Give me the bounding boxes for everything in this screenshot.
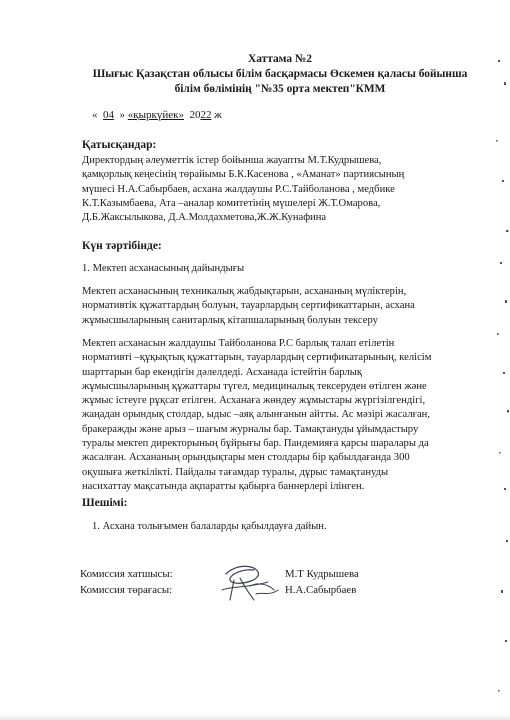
- report-line: Мектеп асханасын жалдаушы Тайболанова Р.С барлық талап етілетін: [82, 338, 395, 349]
- decision-text: 1. Асхана толығымен балаларды қабылдауға дайын.: [92, 521, 327, 532]
- report-line: жасалған. Асхананың орындықтары мен столдары бір қабылдағанда 300: [82, 452, 410, 464]
- chair-name: Н.А.Сабырбаев: [285, 584, 357, 596]
- secretary-name: М.Т Кудрышева: [285, 568, 359, 580]
- date-year-suffix: 22: [200, 109, 212, 121]
- decision-item: [92, 520, 508, 534]
- report-line: шарттарын бар екендігін дәлелдеді. Асханада істейтін барлық: [82, 366, 362, 378]
- agenda-detail-line: нормативтік құжаттардың болуын, тауарлардың сертификаттарын, асхана: [82, 300, 415, 312]
- agenda-item-text: 1. Мектеп асханасының дайындығы: [82, 263, 245, 274]
- agenda-heading: Күн тәртібінде:: [82, 240, 162, 252]
- handwritten-signature: [210, 560, 288, 608]
- agenda-detail-line: жұмысшыларының санитарлық кітапшаларының болуын тексеру: [82, 314, 378, 326]
- organization-line-2: білім бөлімінің "№35 орта мектеп"КММ: [174, 83, 386, 95]
- date-open-quote: «: [92, 109, 98, 121]
- secretary-role: Комиссия хатшысы:: [80, 568, 173, 580]
- scan-edge-speckle: [488, 0, 510, 720]
- agenda-details: [82, 285, 498, 328]
- date-day: 04: [103, 109, 114, 121]
- report-line: жаңадан орындық столдар, ыдыс –аяқ алынғанын айтты. Ас мәзірі жасалған,: [82, 409, 430, 421]
- protocol-title: Хаттама №2: [247, 53, 313, 65]
- date-month: «қыркүйек»: [127, 109, 184, 121]
- report-line: насихаттау мақсатында ақпаратты қабырға баннерлері ілінген.: [82, 480, 365, 492]
- document-date: [92, 109, 222, 121]
- date-unit: ж: [214, 109, 222, 121]
- participants-line: Д.Б.Жаксылыкова, Д.А.Молдахметова,Ж.Ж.Кунафина: [82, 212, 327, 224]
- report-line: туралы мектеп директорының бұйрығы бар. Пандемияға қарсы шаралары да: [82, 438, 429, 450]
- document-header: [70, 52, 490, 97]
- date-year-prefix: 20: [189, 109, 201, 121]
- scan-bottom-shade: [0, 714, 510, 720]
- date-close-quote: »: [119, 109, 125, 121]
- participants-line: К.Т.Казымбаева, Ата –аналар комитетінің мүшелері Ж.Т.Омарова,: [82, 197, 381, 209]
- decision-heading: Шешімі:: [82, 497, 128, 509]
- report-line: жұмыс істеуге рұқсат етілген. Асханаға жөндеу жұмыстары жүргізілгендігі,: [82, 395, 426, 407]
- report-line: оқушыға жеткілікті. Пайдалы тағамдар туралы, дұрыс тамақтануды: [82, 466, 389, 478]
- agenda-detail-line: Мектеп асханасының техникалық жабдықтарын, асхананың мүліктерін,: [82, 286, 407, 297]
- participants-line: қамқорлық кеңесінің төрайымы Б.К.Касенова , «Аманат» партиясының: [82, 169, 405, 181]
- report-line: жұмысшыларының құжаттары түгел, медициналық тексеруден өтілген және: [82, 380, 427, 392]
- participants-heading: Қатысқандар:: [82, 139, 157, 151]
- report-line: нормативті –құқықтық құжаттарын, тауарлардың сертификатарының, келісім: [82, 352, 432, 364]
- report-line: бракеражды және арыз – шағым журналы бар. Тамақтануды ұйымдастыру: [82, 423, 419, 435]
- participants-list: [82, 154, 498, 225]
- chair-role: Комиссия төрағасы:: [80, 584, 173, 596]
- organization-line-1: Шығыс Қазақстан облысы білім басқармасы Өскемен қаласы бойынша: [92, 68, 468, 80]
- report-body: [82, 337, 498, 494]
- participants-line: Директордың әлеуметтік істер бойынша жауапты М.Т.Кудрышева,: [82, 155, 382, 166]
- participants-line: мүшесі Н.А.Сабырбаев, асхана жалдаушы Р.С.Тайболанова , медбике: [82, 183, 395, 195]
- agenda-item-1: [82, 262, 498, 276]
